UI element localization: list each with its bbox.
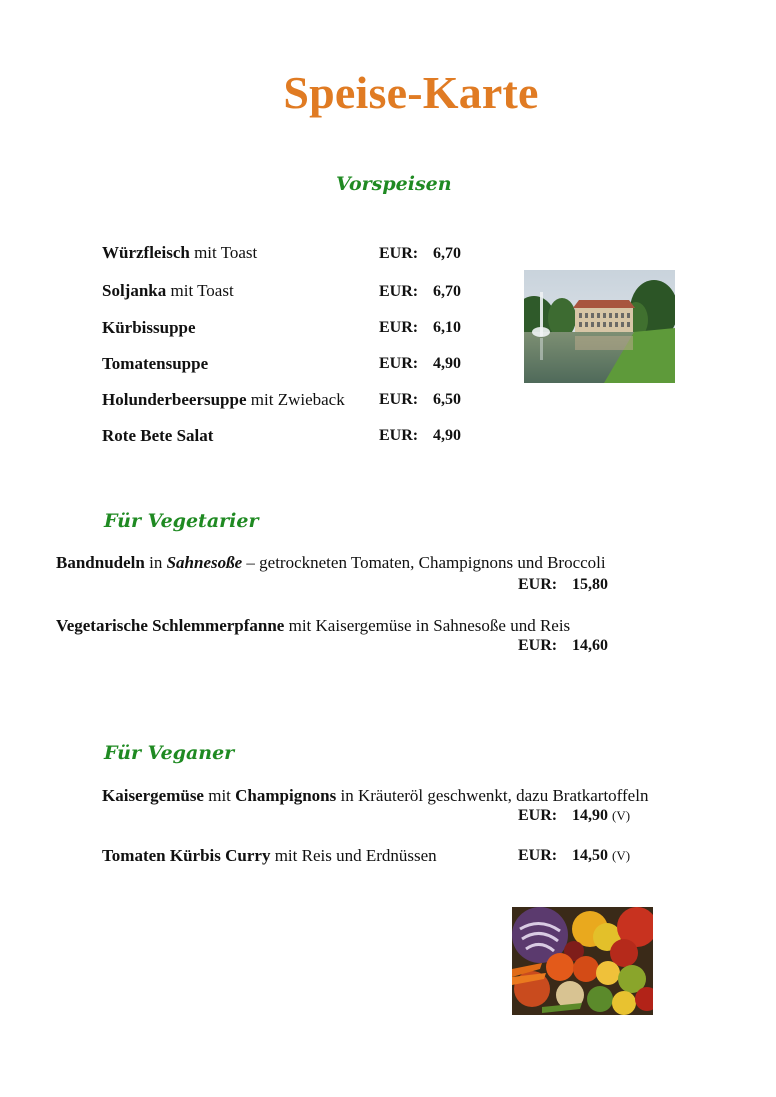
item-description: in Kräuteröl geschwenkt, dazu Bratkartoffeln [336, 786, 649, 805]
item-description: – getrockneten Tomaten, Champignons und Broccoli [242, 553, 606, 572]
list-item [102, 281, 234, 301]
item-name: Würzfleisch [102, 243, 190, 262]
list-item [56, 616, 570, 636]
page-title: Speise-Karte [283, 67, 539, 118]
item-text: mit [203, 786, 236, 805]
item-price: EUR: 14,50 (V) [518, 847, 631, 864]
vegan-mark: (V) [612, 808, 631, 823]
castle-photo-icon [524, 270, 675, 383]
item-name: Kürbissuppe [102, 318, 196, 337]
list-item [102, 390, 345, 410]
section-heading-vegan: Für Veganer [104, 742, 235, 764]
item-name: Holunderbeersuppe [102, 390, 247, 409]
list-item [102, 354, 208, 374]
item-price: EUR: 6,70 [379, 245, 461, 262]
item-name-secondary: Champignons [235, 786, 337, 805]
vegetables-photo-icon [512, 907, 653, 1015]
list-item [56, 553, 606, 573]
item-text: in [144, 553, 167, 572]
item-name: Kaisergemüse [102, 786, 204, 805]
item-price: EUR: 6,70 [379, 283, 461, 300]
section-heading-starters: Vorspeisen [336, 173, 452, 195]
item-extra: mit Zwieback [246, 390, 345, 409]
item-price: EUR: 4,90 [379, 427, 461, 444]
item-price: EUR: 15,80 [518, 576, 608, 593]
item-extra: mit Toast [189, 243, 258, 262]
vegan-mark: (V) [612, 848, 631, 863]
list-item [102, 426, 213, 446]
item-name: Bandnudeln [56, 553, 145, 572]
item-name: Tomaten Kürbis Curry [102, 846, 271, 865]
item-price: EUR: 4,90 [379, 355, 461, 372]
item-price: EUR: 6,50 [379, 391, 461, 408]
section-heading-vegetarian: Für Vegetarier [104, 510, 259, 532]
item-name: Soljanka [102, 281, 167, 300]
castle-pond-photo [524, 270, 675, 383]
item-name: Rote Bete Salat [102, 426, 214, 445]
item-description: mit Kaisergemüse in Sahnesoße und Reis [284, 616, 571, 635]
item-price: EUR: 6,10 [379, 319, 461, 336]
item-name: Tomatensuppe [102, 354, 209, 373]
list-item [102, 243, 257, 263]
item-description: mit Reis und Erdnüssen [270, 846, 437, 865]
list-item [102, 786, 648, 806]
item-price: EUR: 14,60 [518, 637, 608, 654]
item-price: EUR: 14,90 (V) [518, 807, 631, 824]
list-item [102, 318, 196, 338]
vegetables-photo [512, 907, 653, 1015]
item-name: Vegetarische Schlemmerpfanne [56, 616, 285, 635]
item-extra: mit Toast [166, 281, 234, 300]
item-sauce: Sahnesoße [166, 553, 243, 572]
list-item [102, 846, 437, 866]
